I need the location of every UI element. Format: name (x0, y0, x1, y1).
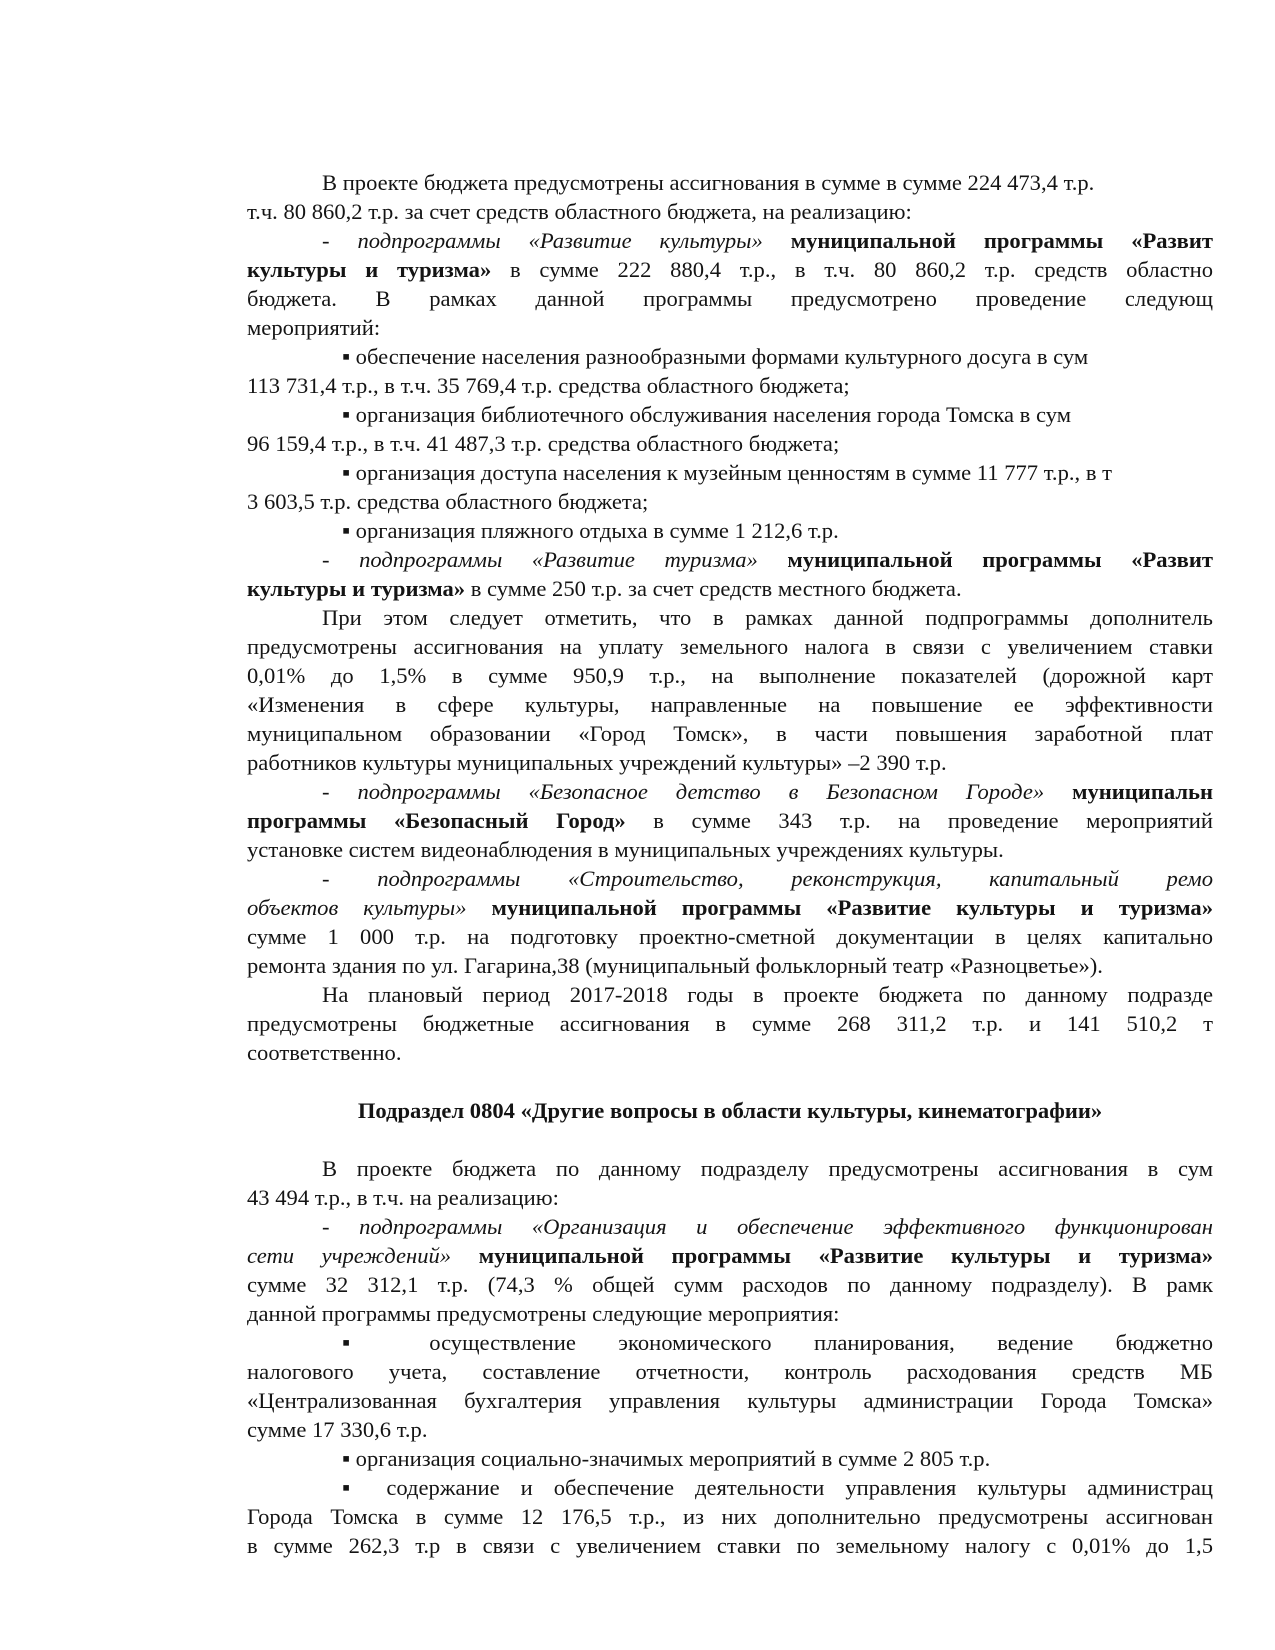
paragraph-line (247, 1531, 1213, 1561)
text-run: - (322, 547, 360, 572)
text-run: - (322, 1214, 360, 1239)
text-run: в сумме 222 880,4 т.р., в т.ч. 80 860,2 т.р. средств областно (491, 257, 1213, 282)
text-run: ремонта здания по ул. Гагарина,38 (муниципальный фольклорный театр «Разноцветье»). (247, 953, 1103, 978)
paragraph-line (247, 1270, 1213, 1300)
text-run: предусмотрены ассигнования на уплату земельного налога в связи с увеличением ставки (247, 634, 1213, 659)
text-run: мероприятий: (247, 315, 381, 340)
bold-text: муниципальной программы «Развитие культуры и туризма» (451, 1243, 1213, 1268)
subprogram-line (247, 777, 1213, 807)
paragraph-line (247, 951, 1213, 981)
paragraph-line (247, 632, 1213, 662)
text-run: т.ч. 80 860,2 т.р. за счет средств областного бюджета, на реализацию: (247, 199, 912, 224)
italic-text: объектов культуры» (247, 895, 467, 920)
paragraph-line (247, 197, 1213, 227)
bold-text: муниципальной программы «Развит (762, 228, 1213, 253)
paragraph-line (247, 893, 1213, 923)
text-run: Города Томска в сумме 12 176,5 т.р., из них дополнительно предусмотрены ассигнован (247, 1504, 1213, 1529)
text-run: 3 603,5 т.р. средства областного бюджета; (247, 489, 649, 514)
paragraph-line (247, 1386, 1213, 1416)
text-run: «Централизованная бухгалтерия управления культуры администрации Города Томска» (247, 1388, 1213, 1413)
bold-text: культуры и туризма» (247, 576, 466, 601)
text-run: - (322, 228, 358, 253)
text-run: На плановый период 2017-2018 годы в проекте бюджета по данному подразде (322, 982, 1213, 1007)
text-run: 43 494 т.р., в т.ч. на реализацию: (247, 1185, 559, 1210)
text-run: муниципальном образовании «Город Томск», в части повышения заработной плат (247, 721, 1213, 746)
text-run: ▪ организация библиотечного обслуживания населения города Томска в сум (342, 402, 1071, 427)
bullet-line (247, 1444, 1213, 1474)
paragraph-line (247, 255, 1213, 285)
text-run: ▪ обеспечение населения разнообразными формами культурного досуга в сум (342, 344, 1089, 369)
text-run: предусмотрены бюджетные ассигнования в сумме 268 311,2 т.р. и 141 510,2 т (247, 1011, 1213, 1036)
paragraph-line (247, 748, 1213, 778)
paragraph-line (247, 1009, 1213, 1039)
paragraph-line (247, 1241, 1213, 1271)
paragraph-line (247, 1183, 1213, 1213)
paragraph-line (247, 1415, 1213, 1445)
paragraph-line (247, 922, 1213, 952)
bullet-line (247, 400, 1213, 430)
bold-text: муниципальной программы «Развит (757, 547, 1213, 572)
paragraph-line (247, 371, 1213, 401)
text-run: ▪ содержание и обеспечение деятельности управления культуры администрац (342, 1475, 1213, 1500)
paragraph-line (247, 574, 1213, 604)
bullet-line (247, 458, 1213, 488)
bold-text: муниципальной программы «Развитие культуры и туризма» (466, 895, 1213, 920)
bold-text: программы «Безопасный Город» (247, 808, 626, 833)
text-run: данной программы предусмотрены следующие мероприятия: (247, 1301, 840, 1326)
text-run: В проекте бюджета по данному подразделу предусмотрены ассигнования в сум (322, 1156, 1213, 1181)
section-heading (247, 1096, 1213, 1126)
text-run: 96 159,4 т.р., в т.ч. 41 487,3 т.р. средства областного бюджета; (247, 431, 840, 456)
text-run: При этом следует отметить, что в рамках данной подпрограммы дополнитель (322, 605, 1213, 630)
text-run: В проекте бюджета предусмотрены ассигнования в сумме в сумме 224 473,4 т.р. (322, 170, 1095, 195)
paragraph-line (247, 284, 1213, 314)
text-run: ▪ организация пляжного отдыха в сумме 1 212,6 т.р. (342, 518, 839, 543)
italic-text: сети учреждений» (247, 1243, 452, 1268)
bullet-line (247, 1473, 1213, 1503)
subprogram-line (247, 1212, 1213, 1242)
text-run: ▪ осуществление экономического планирования, ведение бюджетно (342, 1330, 1213, 1355)
text-run: - (322, 866, 378, 891)
paragraph-line (247, 168, 1213, 198)
paragraph-line (247, 1502, 1213, 1532)
bullet-line (247, 516, 1213, 546)
subprogram-line (247, 864, 1213, 894)
text-run: в сумме 250 т.р. за счет средств местного бюджета. (465, 576, 962, 601)
bold-text: Подраздел 0804 «Другие вопросы в области культуры, кинематографии» (357, 1098, 1103, 1123)
text-run: сумме 1 000 т.р. на подготовку проектно-сметной документации в целях капитально (247, 924, 1213, 949)
paragraph-line (247, 1154, 1213, 1184)
paragraph-line (247, 429, 1213, 459)
paragraph-line (247, 603, 1213, 633)
text-run: налогового учета, составление отчетности, контроль расходования средств МБ (247, 1359, 1213, 1384)
subprogram-line (247, 226, 1213, 256)
italic-text: подпрограммы «Развитие культуры» (357, 228, 763, 253)
paragraph-line (247, 806, 1213, 836)
text-run: бюджета. В рамках данной программы предусмотрено проведение следующ (247, 286, 1213, 311)
paragraph-line (247, 661, 1213, 691)
paragraph-line (247, 1299, 1213, 1329)
italic-text: подпрограммы «Безопасное детство в Безопасном Городе» (357, 779, 1045, 804)
text-run: - (322, 779, 358, 804)
text-run: сумме 17 330,6 т.р. (247, 1417, 428, 1442)
paragraph-line (247, 835, 1213, 865)
paragraph-line (247, 487, 1213, 517)
bold-text: муниципальн (1044, 779, 1213, 804)
bullet-line (247, 1328, 1213, 1358)
text-run: установке систем видеонаблюдения в муниципальных учреждениях культуры. (247, 837, 1004, 862)
bullet-line (247, 342, 1213, 372)
text-run: в сумме 262,3 т.р в связи с увеличением ставки по земельному налогу с 0,01% до 1,5 (247, 1533, 1213, 1558)
subprogram-line (247, 545, 1213, 575)
text-run: ▪ организация доступа населения к музейным ценностям в сумме 11 777 т.р., в т (342, 460, 1113, 485)
paragraph-line (247, 1357, 1213, 1387)
paragraph-line (247, 1038, 1213, 1068)
paragraph-line (247, 690, 1213, 720)
text-run: 113 731,4 т.р., в т.ч. 35 769,4 т.р. средства областного бюджета; (247, 373, 850, 398)
text-run: работников культуры муниципальных учреждений культуры» –2 390 т.р. (247, 750, 947, 775)
paragraph-line (247, 980, 1213, 1010)
text-run: в сумме 343 т.р. на проведение мероприятий (625, 808, 1213, 833)
paragraph-line (247, 719, 1213, 749)
italic-text: подпрограммы «Строительство, реконструкция, капитальный ремо (377, 866, 1213, 891)
italic-text: подпрограммы «Развитие туризма» (359, 547, 758, 572)
text-run: сумме 32 312,1 т.р. (74,3 % общей сумм расходов по данному подразделу). В рамк (247, 1272, 1213, 1297)
text-run: ▪ организация социально-значимых мероприятий в сумме 2 805 т.р. (342, 1446, 991, 1471)
paragraph-line (247, 313, 1213, 343)
text-run: соответственно. (247, 1040, 402, 1065)
italic-text: подпрограммы «Организация и обеспечение эффективного функционирован (359, 1214, 1213, 1239)
text-run: 0,01% до 1,5% в сумме 950,9 т.р., на выполнение показателей (дорожной карт (247, 663, 1213, 688)
text-run: «Изменения в сфере культуры, направленные на повышение ее эффективности (247, 692, 1213, 717)
bold-text: культуры и туризма» (247, 257, 492, 282)
